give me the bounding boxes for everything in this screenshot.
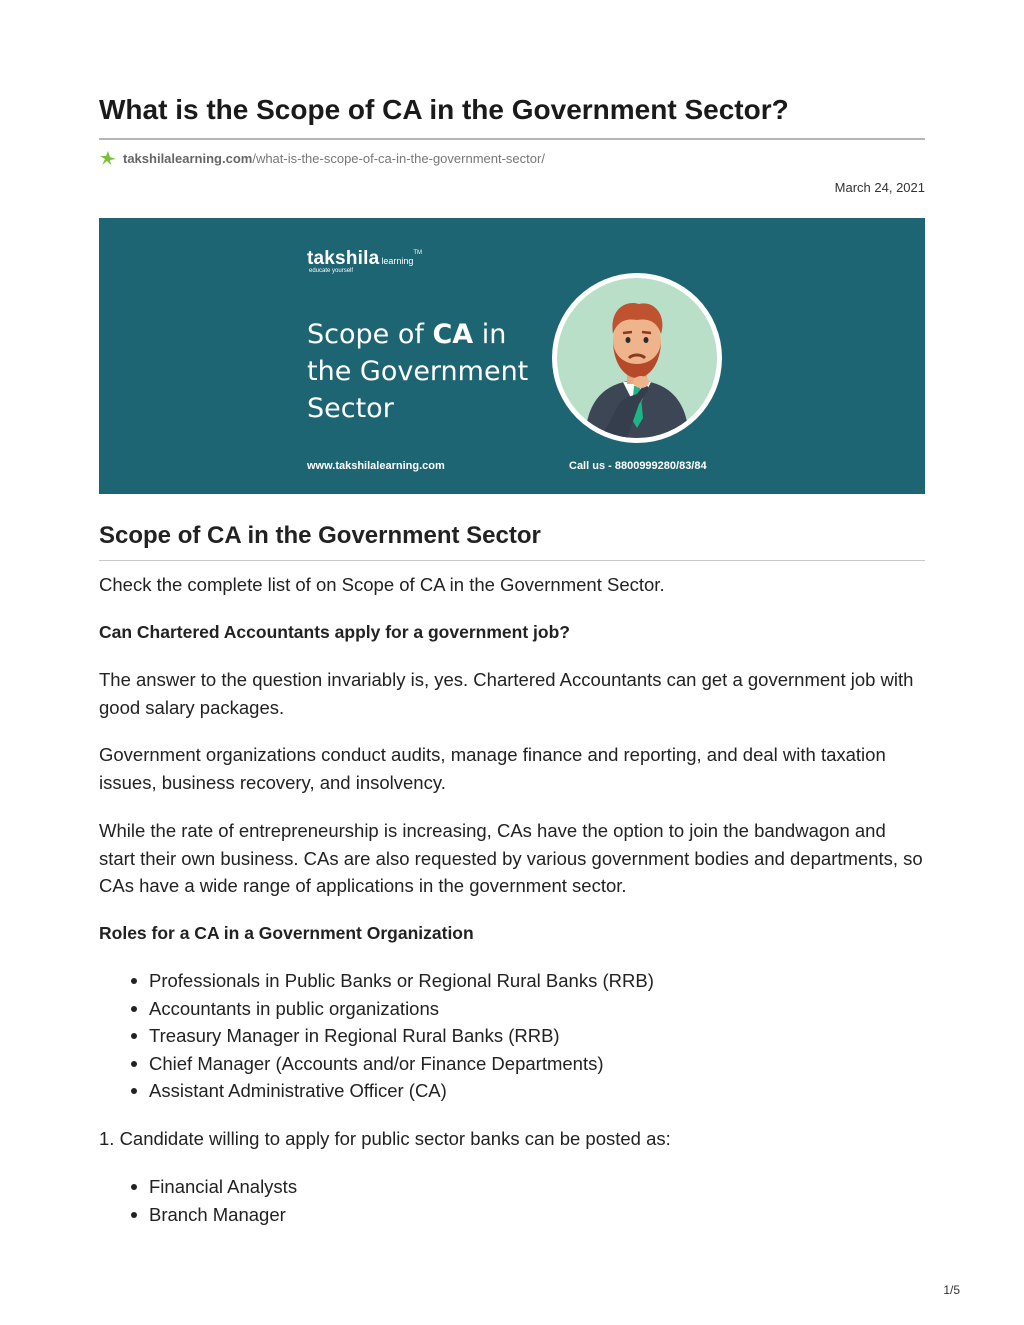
source-domain[interactable]: takshilalearning.com: [123, 150, 253, 166]
publish-date: March 24, 2021: [834, 180, 925, 195]
answer-paragraph: The answer to the question invariably is, yes. Chartered Accountants can get a government job with good salary packages.: [99, 669, 914, 718]
banks-intro: 1. Candidate willing to apply for public sector banks can be posted as:: [99, 1128, 671, 1149]
question-heading: Can Chartered Accountants apply for a government job?: [99, 622, 570, 642]
list-item: Accountants in public organizations: [149, 995, 925, 1023]
list-item: Chief Manager (Accounts and/or Finance Departments): [149, 1050, 925, 1078]
avatar-frame: [552, 273, 722, 443]
headline-bold: CA: [432, 319, 474, 350]
site-logo-icon: [99, 150, 117, 166]
bank-roles-list: [99, 1173, 925, 1228]
brand-name: takshila: [307, 248, 380, 269]
intro-paragraph: Check the complete list of on Scope of CA in the Government Sector.: [99, 574, 665, 595]
organizations-paragraph: Government organizations conduct audits, manage finance and reporting, and deal with taxation issues, business recovery, and insolvency.: [99, 744, 886, 793]
section-title: Scope of CA in the Government Sector: [99, 522, 541, 549]
headline-line3: Sector: [307, 393, 394, 424]
banner-website: www.takshilalearning.com: [307, 460, 445, 472]
thinking-man-illustration: [557, 278, 717, 438]
source-path[interactable]: /what-is-the-scope-of-ca-in-the-government-sector/: [252, 150, 545, 166]
title-divider: [99, 138, 925, 140]
trademark: TM: [413, 250, 423, 256]
list-item: Treasury Manager in Regional Rural Banks (RRB): [149, 1022, 925, 1050]
roles-heading: Roles for a CA in a Government Organization: [99, 923, 474, 943]
list-item: Professionals in Public Banks or Regional Rural Banks (RRB): [149, 967, 925, 995]
source-link[interactable]: [99, 150, 545, 166]
roles-list: [99, 967, 925, 1105]
entrepreneurship-paragraph: While the rate of entrepreneurship is increasing, CAs have the option to join the bandwagon and start their own business. CAs are also requested by various government bodies and departments, so CAs have a wide range of applications in the government sector.: [99, 820, 923, 896]
page-title: What is the Scope of CA in the Government Sector?: [99, 94, 789, 125]
page-number: 1/5: [943, 1283, 960, 1297]
section-divider: [99, 560, 925, 561]
headline-prefix: Scope of: [307, 319, 433, 350]
brand-tagline: educate yourself: [309, 268, 354, 274]
brand-learning: learning: [381, 256, 414, 266]
banner-phone: Call us - 8800999280/83/84: [569, 460, 707, 472]
list-item: Branch Manager: [149, 1201, 925, 1229]
list-item: Financial Analysts: [149, 1173, 925, 1201]
brand-logo: [307, 248, 422, 274]
hero-banner: [99, 218, 925, 494]
banner-headline: [307, 316, 567, 427]
headline-line2: the Government: [307, 356, 529, 387]
headline-suffix: in: [473, 319, 507, 350]
list-item: Assistant Administrative Officer (CA): [149, 1077, 925, 1105]
